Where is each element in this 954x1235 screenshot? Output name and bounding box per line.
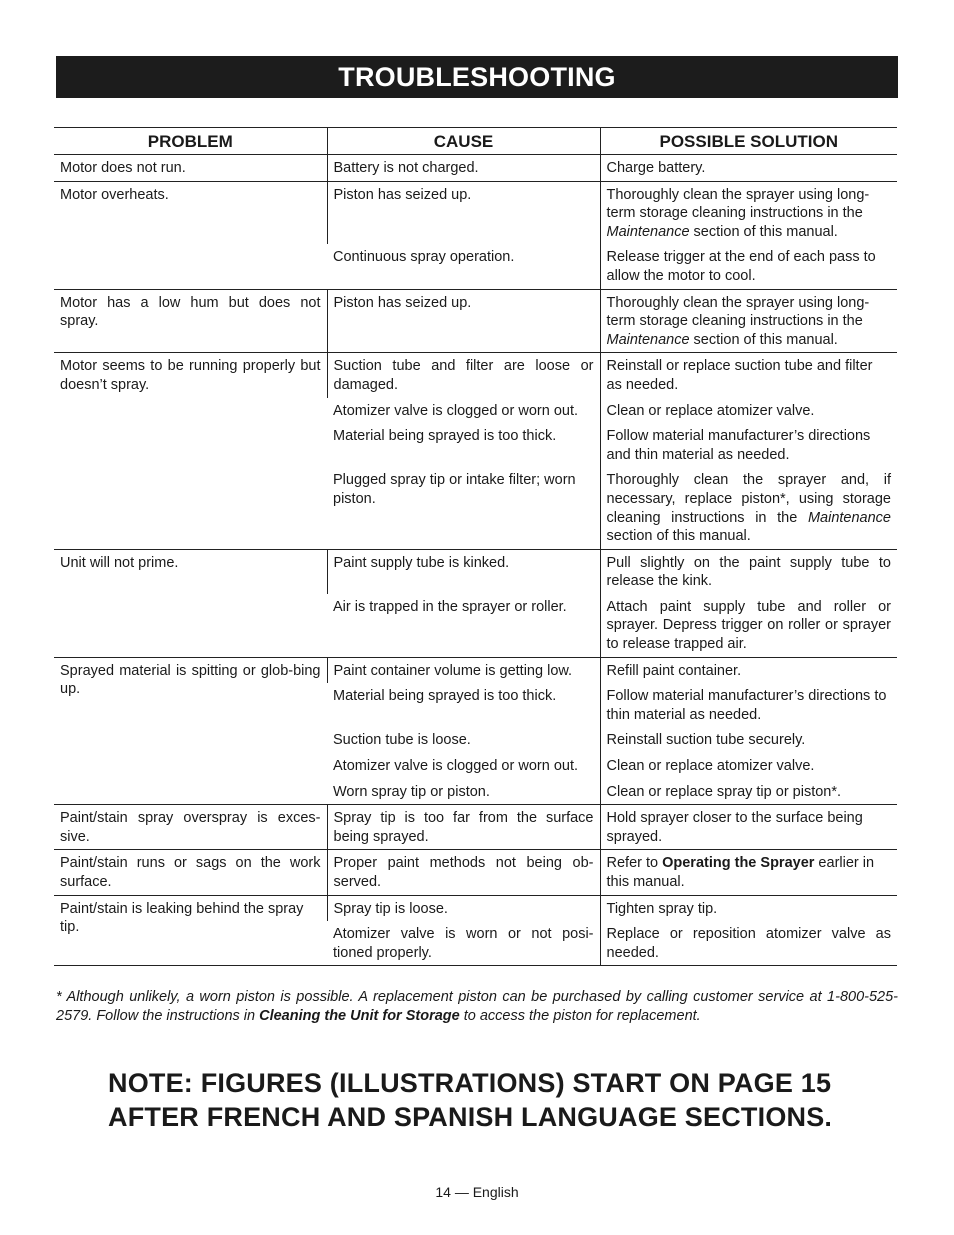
cause-cell: Paint supply tube is kinked. — [327, 549, 600, 594]
problem-cell: Motor overheats. — [60, 186, 169, 203]
solution-cell — [600, 467, 897, 549]
solution-emphasis: Maintenance — [606, 223, 690, 240]
footnote — [56, 988, 898, 1026]
problem-cell: Sprayed material is spitting or glob-bing up. — [60, 662, 321, 698]
solution-text: section of this manual. — [689, 223, 838, 240]
footnote-strong: Cleaning the Unit for Storage — [259, 1008, 460, 1024]
cause-cell: Spray tip is too far from the surface being sprayed. — [327, 805, 600, 850]
solution-cell: Reinstall or replace suction tube and filter as needed. — [600, 353, 897, 398]
footnote-text: * Although unlikely, a worn piston is possible. A replacement piston can be purchased by calling customer service at 1-800-525-2579. Follow the instructions in — [56, 989, 898, 1024]
solution-cell — [600, 181, 897, 244]
solution-cell: Hold sprayer closer to the surface being sprayed. — [600, 805, 897, 850]
cause-cell: Piston has seized up. — [327, 181, 600, 244]
column-header-problem: PROBLEM — [147, 131, 233, 151]
solution-text: earlier in this manual. — [606, 855, 875, 890]
problem-cell: Motor does not run. — [60, 160, 186, 176]
solution-emphasis: Maintenance — [606, 331, 690, 348]
table-row — [54, 155, 897, 182]
table-header-row — [54, 128, 897, 155]
solution-cell: Follow material manufacturer’s directions to thin material as needed. — [600, 683, 897, 727]
solution-cell: Charge battery. — [600, 155, 897, 182]
solution-text: section of this manual. — [689, 331, 838, 348]
solution-cell: Follow material manufacturer’s directions and thin material as needed. — [600, 423, 897, 467]
page-footer: 14 — English — [435, 1184, 519, 1200]
cause-cell: Paint container volume is getting low. — [327, 657, 600, 683]
solution-cell — [600, 289, 897, 353]
cause-cell: Suction tube and filter are loose or damaged. — [327, 353, 600, 398]
cause-cell: Worn spray tip or piston. — [333, 783, 490, 800]
table-row — [54, 353, 897, 398]
solution-cell: Pull slightly on the paint supply tube to release the kink. — [600, 549, 897, 594]
cause-cell: Atomizer valve is clogged or worn out. — [333, 758, 578, 775]
cause-cell: Continuous spray operation. — [333, 249, 515, 266]
cause-cell: Suction tube is loose. — [333, 732, 471, 749]
problem-cell: Paint/stain runs or sags on the work surface. — [60, 855, 321, 890]
cause-cell: Proper paint methods not being ob-served. — [327, 850, 600, 895]
table-row — [54, 895, 897, 921]
solution-emphasis: Maintenance — [807, 509, 891, 526]
solution-text: Refer to — [606, 855, 663, 872]
problem-cell: Paint/stain spray overspray is exces-sive. — [60, 810, 321, 845]
cause-cell: Spray tip is loose. — [327, 895, 600, 921]
table-row — [54, 805, 897, 850]
solution-cell — [600, 850, 897, 895]
solution-cell: Clean or replace atomizer valve. — [600, 398, 897, 424]
problem-cell: Paint/stain is leaking behind the spray tip. — [60, 900, 304, 936]
table-row — [54, 657, 897, 683]
figures-note — [108, 1066, 908, 1134]
solution-cell: Attach paint supply tube and roller or sprayer. Depress trigger on roller or sprayer to release trapped air. — [600, 594, 897, 657]
note-line-2: AFTER FRENCH AND SPANISH LANGUAGE SECTIONS. — [108, 1102, 833, 1132]
solution-text: Thoroughly clean the sprayer using long-term storage cleaning instructions in the — [606, 294, 870, 330]
solution-cell: Release trigger at the end of each pass to allow the motor to cool. — [600, 244, 897, 289]
cause-cell: Atomizer valve is clogged or worn out. — [333, 402, 578, 419]
solution-cell: Clean or replace atomizer valve. — [600, 753, 897, 779]
cause-cell: Plugged spray tip or intake filter; worn piston. — [333, 472, 576, 507]
solution-text: section of this manual. — [606, 528, 751, 545]
note-line-1: NOTE: FIGURES (ILLUSTRATIONS) START ON PAGE 15 — [108, 1068, 832, 1098]
table-row — [54, 181, 897, 244]
problem-cell: Motor has a low hum but does not spray. — [60, 294, 321, 330]
cause-cell: Material being sprayed is too thick. — [333, 428, 557, 445]
solution-cell: Tighten spray tip. — [600, 895, 897, 921]
problem-cell: Unit will not prime. — [60, 554, 179, 571]
solution-text: Thoroughly clean the sprayer and, if necessary, replace piston*, using storage cleaning instructions in the — [606, 472, 891, 526]
troubleshooting-table — [54, 127, 897, 966]
table-row — [54, 850, 897, 895]
cause-cell: Atomizer valve is worn or not posi-tioned properly. — [333, 926, 594, 961]
column-header-solution: POSSIBLE SOLUTION — [600, 128, 897, 155]
cause-cell: Material being sprayed is too thick. — [333, 688, 557, 705]
cause-cell: Battery is not charged. — [327, 155, 600, 182]
table-row — [54, 549, 897, 594]
solution-cell: Reinstall suction tube securely. — [600, 727, 897, 753]
solution-cell: Refill paint container. — [600, 657, 897, 683]
solution-cell: Clean or replace spray tip or piston*. — [600, 779, 897, 805]
page-title: TROUBLESHOOTING — [56, 56, 898, 98]
cause-cell: Air is trapped in the sprayer or roller. — [333, 598, 567, 615]
problem-cell: Motor seems to be running properly but doesn’t spray. — [60, 358, 321, 393]
solution-text: Thoroughly clean the sprayer using long-term storage cleaning instructions in the — [606, 186, 870, 222]
solution-cell: Replace or reposition atomizer valve as needed. — [600, 921, 897, 966]
column-header-cause: CAUSE — [327, 128, 600, 155]
footnote-text: to access the piston for replacement. — [459, 1008, 701, 1024]
solution-strong: Operating the Sprayer — [662, 855, 815, 872]
cause-cell: Piston has seized up. — [327, 289, 600, 353]
table-row — [54, 289, 897, 353]
